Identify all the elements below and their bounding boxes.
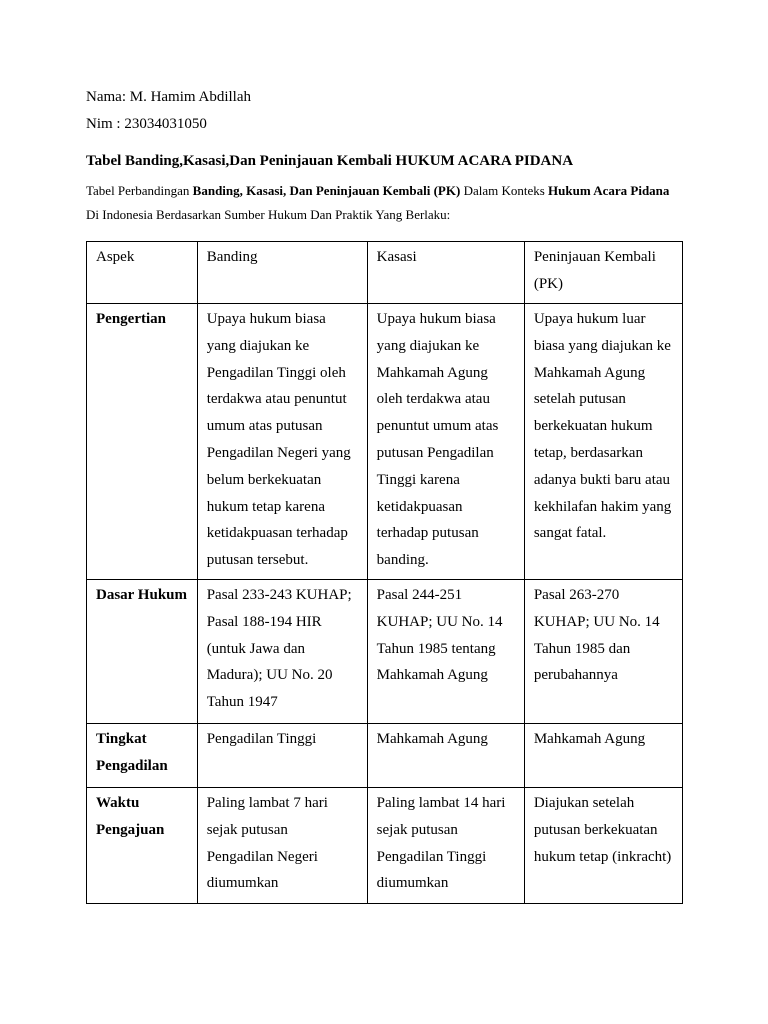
banding-cell: Pengadilan Tinggi (197, 723, 367, 787)
banding-cell: Upaya hukum biasa yang diajukan ke Pengadilan Tinggi oleh terdakwa atau penuntut umum atas putusan Pengadilan Negeri yang belum berkekuatan hukum tetap karena ketidakpuasan terhadap putusan tersebut. (197, 304, 367, 580)
table-row-dasar-hukum (87, 579, 683, 723)
comparison-table (86, 241, 683, 904)
table-row-pengertian (87, 304, 683, 580)
banding-cell: Pasal 233-243 KUHAP; Pasal 188-194 HIR (untuk Jawa dan Madura); UU No. 20 Tahun 1947 (197, 579, 367, 723)
pk-cell: Mahkamah Agung (524, 723, 682, 787)
aspect-cell: Dasar Hukum (87, 579, 198, 723)
student-name: Nama: M. Hamim Abdillah (86, 89, 251, 105)
document-title: Tabel Banding,Kasasi,Dan Peninjauan Kembali HUKUM ACARA PIDANA (86, 153, 574, 169)
student-nim: Nim : 23034031050 (86, 116, 207, 132)
header-cell-pk: Peninjauan Kembali (PK) (524, 242, 682, 304)
aspect-cell: Tingkat Pengadilan (87, 723, 198, 787)
kasasi-cell: Pasal 244-251 KUHAP; UU No. 14 Tahun 1985 tentang Mahkamah Agung (367, 579, 524, 723)
kasasi-cell: Paling lambat 14 hari sejak putusan Pengadilan Tinggi diumumkan (367, 787, 524, 903)
kasasi-cell: Upaya hukum biasa yang diajukan ke Mahkamah Agung oleh terdakwa atau penuntut umum atas putusan Pengadilan Tinggi karena ketidakpuasan terhadap putusan banding. (367, 304, 524, 580)
pk-cell: Diajukan setelah putusan berkekuatan hukum tetap (inkracht) (524, 787, 682, 903)
header-cell-aspek: Aspek (87, 242, 198, 304)
intro-text-2: Dalam Konteks (460, 183, 549, 198)
header-cell-banding: Banding (197, 242, 367, 304)
intro-bold-1: Banding, Kasasi, Dan Peninjauan Kembali (PK) (192, 183, 461, 198)
table-row-waktu-pengajuan (87, 787, 683, 903)
header-cell-kasasi: Kasasi (367, 242, 524, 304)
intro-text-1: Tabel Perbandingan (86, 183, 193, 198)
kasasi-cell: Mahkamah Agung (367, 723, 524, 787)
intro-paragraph (86, 179, 684, 227)
intro-bold-2: Hukum Acara Pidana (548, 183, 670, 198)
pk-cell: Pasal 263-270 KUHAP; UU No. 14 Tahun 1985 dan perubahannya (524, 579, 682, 723)
banding-cell: Paling lambat 7 hari sejak putusan Pengadilan Negeri diumumkan (197, 787, 367, 903)
aspect-cell: Waktu Pengajuan (87, 787, 198, 903)
document-page (86, 84, 684, 904)
intro-text-3: Di Indonesia Berdasarkan Sumber Hukum Dan Praktik Yang Berlaku: (86, 207, 451, 222)
aspect-cell: Pengertian (87, 304, 198, 580)
table-header-row (87, 242, 683, 304)
pk-cell: Upaya hukum luar biasa yang diajukan ke Mahkamah Agung setelah putusan berkekuatan hukum tetap, berdasarkan adanya bukti baru atau kekhilafan hakim yang sangat fatal. (524, 304, 682, 580)
table-row-tingkat-pengadilan (87, 723, 683, 787)
